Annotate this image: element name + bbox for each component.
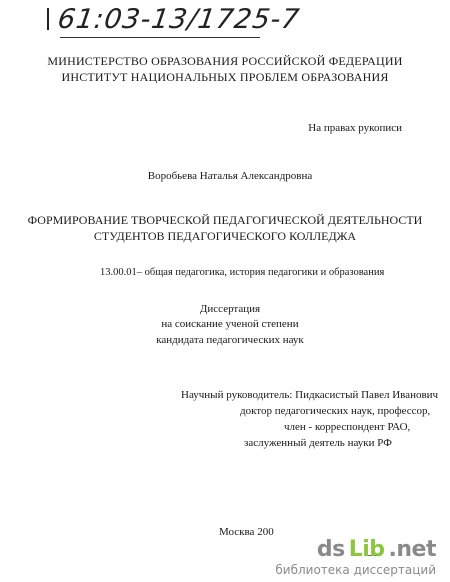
supervisor-name: Научный руководитель: Пидкасистый Павел Иванович xyxy=(181,389,439,401)
stamp-underline xyxy=(60,37,260,38)
supervisor-membership: член - корреспондент РАО, xyxy=(284,421,411,433)
city-year: Москва 200 xyxy=(219,526,274,538)
dissertation-label: Диссертация xyxy=(199,303,261,315)
stamp-bracket xyxy=(47,8,54,30)
watermark-logo-lib: Lib xyxy=(348,537,385,562)
supervisor-honor: заслуженный деятель науки РФ xyxy=(244,437,392,449)
rights-note: На правах рукописи xyxy=(308,122,402,134)
thesis-title-line-1: ФОРМИРОВАНИЕ ТВОРЧЕСКОЙ ПЕДАГОГИЧЕСКОЙ ДЕЯТЕЛЬНОСТИ xyxy=(27,213,423,227)
ministry-heading: МИНИСТЕРСТВО ОБРАЗОВАНИЯ РОССИЙСКОЙ ФЕДЕРАЦИИ xyxy=(47,54,403,68)
watermark-logo-net: .net xyxy=(388,537,436,562)
degree-name: кандидата педагогических наук xyxy=(156,334,304,346)
supervisor-degree: доктор педагогических наук, профессор, xyxy=(240,405,431,417)
thesis-title-line-2: СТУДЕНТОВ ПЕДАГОГИЧЕСКОГО КОЛЛЕДЖА xyxy=(93,229,357,243)
watermark-subtitle: библиотека диссертаций xyxy=(275,563,436,577)
watermark-logo-ds: ds xyxy=(316,537,345,562)
degree-purpose: на соискание ученой степени xyxy=(161,318,299,330)
handwritten-registry-code: 61:03-13/1725-7 xyxy=(55,4,302,35)
dslib-watermark-logo[interactable] xyxy=(317,537,436,562)
specialty-code: 13.00.01– общая педагогика, история педагогики и образования xyxy=(100,267,385,278)
institute-heading: ИНСТИТУТ НАЦИОНАЛЬНЫХ ПРОБЛЕМ ОБРАЗОВАНИЯ xyxy=(61,70,389,84)
author-name: Воробьева Наталья Александровна xyxy=(147,170,313,182)
